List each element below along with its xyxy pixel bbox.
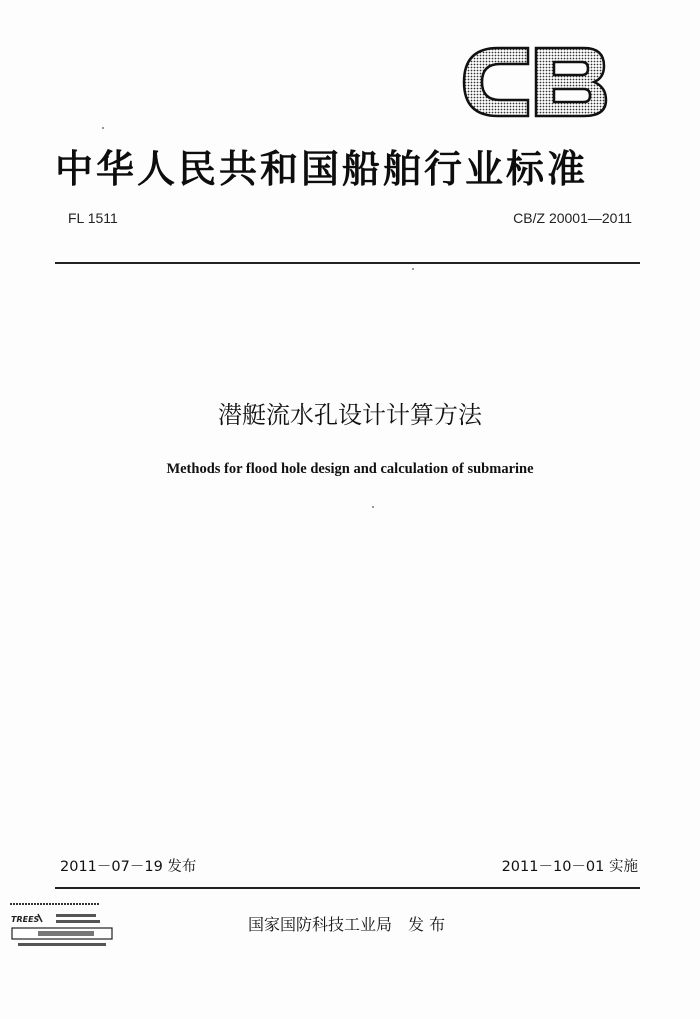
cb-logo-icon (458, 42, 610, 122)
classification-code: FL 1511 (68, 210, 118, 226)
anti-counterfeit-stamp-icon (8, 900, 123, 952)
standard-number: CB/Z 20001—2011 (513, 210, 632, 226)
publisher-action: 发 布 (408, 915, 446, 934)
standard-title: 中华人民共和国船舶行业标准 (55, 147, 589, 191)
scan-speck (372, 506, 374, 508)
publisher-line (248, 912, 445, 935)
document-title-chinese: 潜艇流水孔设计计算方法 (218, 401, 482, 429)
publisher-name: 国家国防科技工业局 (248, 915, 393, 934)
issue-date: 2011－07－19 发布 (60, 859, 197, 875)
header-divider (55, 262, 640, 264)
svg-text:TREES: TREES (11, 915, 40, 924)
scan-speck (412, 268, 414, 270)
footer-divider (55, 887, 640, 889)
document-title-english: Methods for flood hole design and calculation of submarine (166, 461, 534, 477)
implementation-date: 2011－10－01 实施 (501, 859, 638, 875)
scan-speck (102, 127, 104, 129)
